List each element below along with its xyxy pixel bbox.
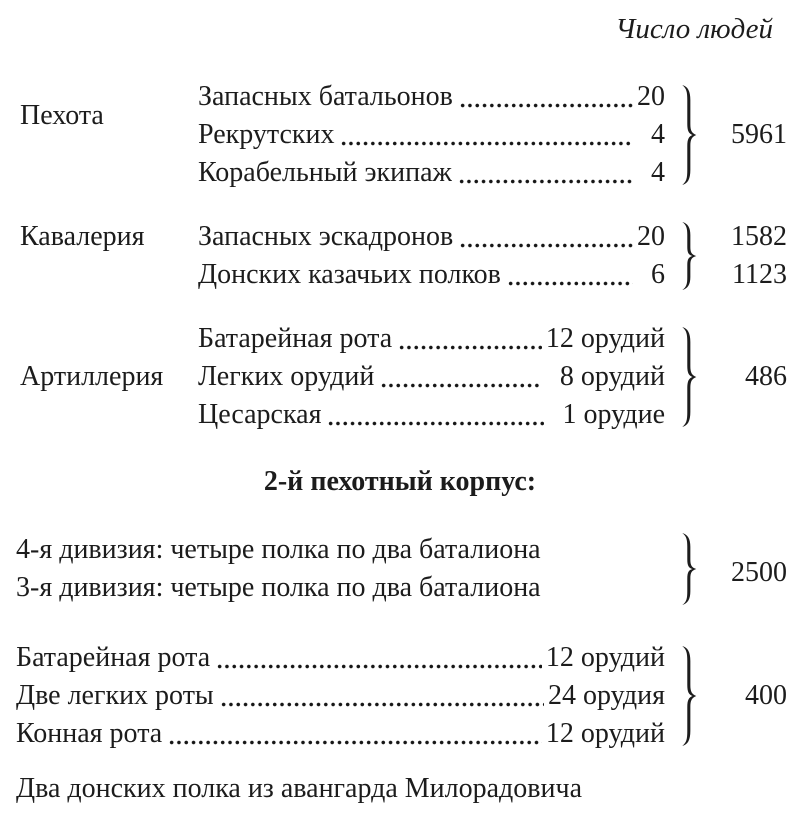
table-row: 3-я дивизия: четыре полка по два баталиона: [16, 572, 541, 603]
table-row: [198, 154, 665, 192]
table-row: [198, 358, 665, 396]
dot-leader: [459, 103, 633, 108]
brace-column: [665, 78, 713, 192]
row-unit: орудий: [573, 718, 665, 749]
table-row: [198, 78, 665, 116]
row-label: Рекрутских: [198, 119, 335, 150]
row-label: Запасных эскадронов: [198, 221, 454, 252]
category-label-infantry: Пехота: [20, 100, 104, 131]
row-value: 12: [545, 718, 574, 749]
row-value: 20: [637, 81, 665, 112]
curly-brace: [681, 533, 698, 605]
row-unit: орудий: [573, 642, 665, 673]
dot-leader: [398, 345, 542, 350]
artillery-rows: [180, 320, 665, 434]
row-value: 1: [562, 399, 577, 430]
curly-brace: [681, 85, 698, 185]
section-corps-artillery: [0, 639, 800, 753]
row-label: Цесарская: [198, 399, 322, 430]
curly-brace: [681, 222, 698, 290]
cavalry-rows: [180, 218, 665, 294]
footer-note: Два донских полка из авангарда Милорадовича: [16, 773, 583, 804]
table-row: [198, 218, 665, 256]
total-value: 5961: [731, 119, 787, 150]
curly-brace: [681, 646, 698, 746]
table-row: [198, 116, 665, 154]
corps-heading: 2-й пехотный корпус:: [263, 466, 537, 497]
table-row: [198, 396, 665, 434]
row-value: 12: [545, 323, 574, 354]
total-value: 2500: [731, 557, 787, 588]
curly-brace: [681, 327, 698, 427]
total-value: 1123: [732, 259, 787, 290]
table-row: 4-я дивизия: четыре полка по два баталиона: [16, 534, 541, 565]
row-label: Две легких роты: [16, 680, 214, 711]
dot-leader: [507, 281, 633, 286]
dot-leader: [220, 702, 544, 707]
row-value: 24: [548, 680, 577, 711]
section-total: [713, 320, 800, 434]
row-label: Конная рота: [16, 718, 163, 749]
section-cavalry: [0, 218, 800, 294]
brace-column: [665, 639, 713, 753]
row-value: 8: [559, 361, 574, 392]
section-total: [713, 78, 800, 192]
row-value: 12: [545, 642, 574, 673]
table-row: [16, 677, 665, 715]
row-label: Запасных батальонов: [198, 81, 453, 112]
division-rows: [0, 531, 665, 607]
section-artillery: [0, 320, 800, 434]
row-value: 6: [651, 259, 665, 290]
category-label-cavalry: Кавалерия: [20, 221, 145, 252]
row-unit: орудие: [576, 399, 665, 430]
row-label: Корабельный экипаж: [198, 157, 452, 188]
section-divisions: [0, 531, 800, 607]
table-row: [198, 320, 665, 358]
row-value: 4: [651, 157, 665, 188]
row-value: 20: [637, 221, 665, 252]
section-infantry: [0, 78, 800, 192]
dot-leader: [216, 664, 542, 669]
section-total: [713, 531, 800, 607]
dot-leader: [458, 179, 633, 184]
table-row: [16, 715, 665, 753]
dot-leader: [340, 141, 633, 146]
row-unit: орудия: [576, 680, 665, 711]
section-total: [713, 639, 800, 753]
total-value: 486: [745, 361, 787, 392]
row-unit: орудий: [573, 323, 665, 354]
dot-leader: [459, 243, 633, 248]
row-label: Легких орудий: [198, 361, 375, 392]
section-total: [713, 218, 800, 294]
dot-leader: [380, 383, 542, 388]
row-label: Донских казачьих полков: [198, 259, 501, 290]
dot-leader: [327, 421, 544, 426]
infantry-rows: [180, 78, 665, 192]
table-row: [16, 639, 665, 677]
brace-column: [665, 320, 713, 434]
corps-artillery-rows: [0, 639, 665, 753]
row-value: 4: [651, 119, 665, 150]
row-label: Батарейная рота: [198, 323, 393, 354]
dot-leader: [168, 740, 542, 745]
brace-column: [665, 531, 713, 607]
total-value: 400: [745, 680, 787, 711]
row-unit: орудий: [573, 361, 665, 392]
table-row: [198, 256, 665, 294]
category-label-artillery: Артиллерия: [20, 361, 164, 392]
row-label: Батарейная рота: [16, 642, 211, 673]
brace-column: [665, 218, 713, 294]
total-value: 1582: [731, 221, 787, 252]
column-header: Число людей: [615, 13, 773, 45]
